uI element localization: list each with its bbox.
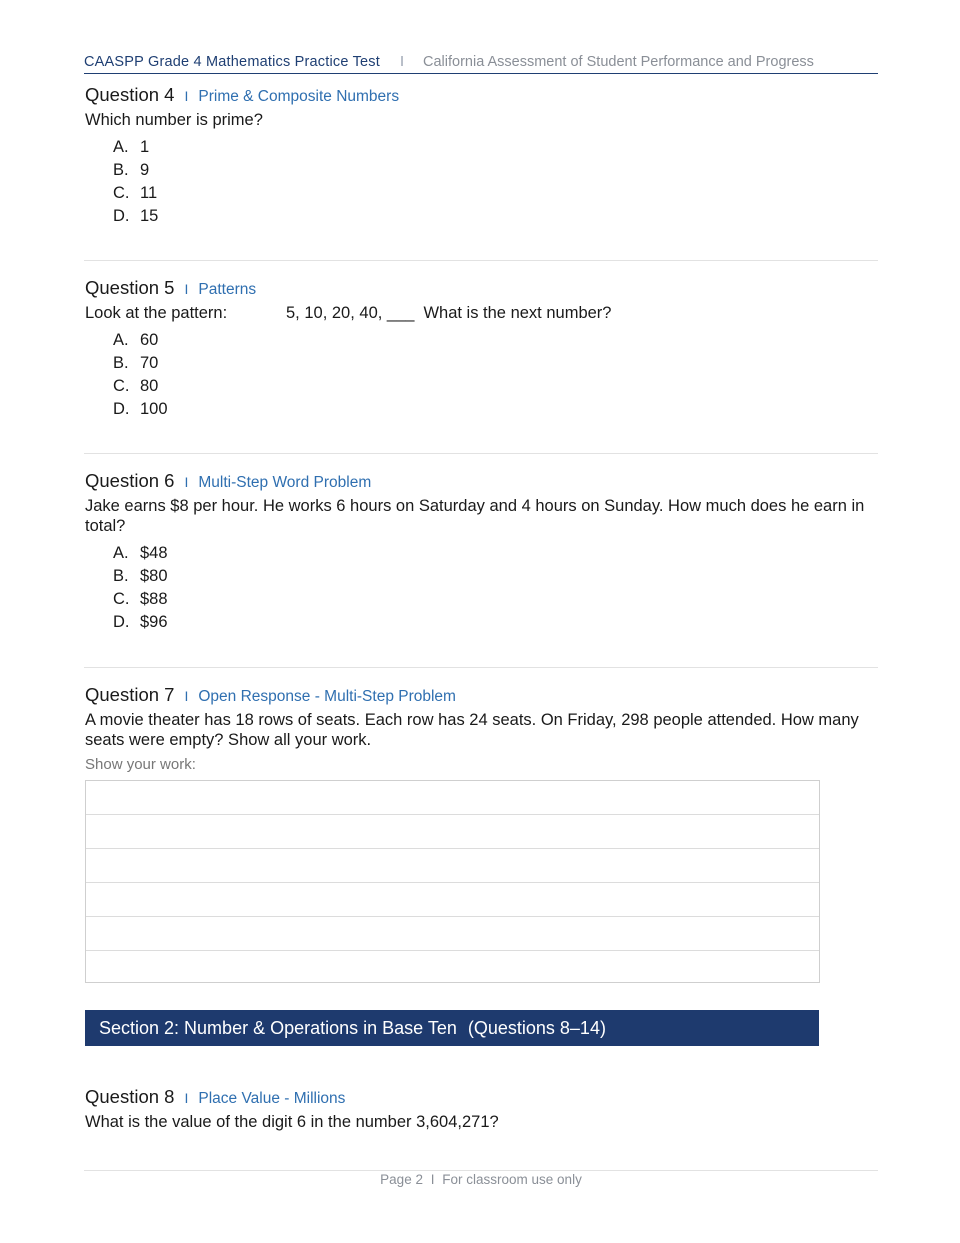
header-separator: I	[399, 54, 405, 70]
option-letter: A.	[113, 138, 129, 156]
question-topic: Prime & Composite Numbers	[198, 88, 400, 105]
question-number: Question 6	[85, 470, 175, 491]
section-banner	[85, 1010, 819, 1046]
work-label: Show your work:	[85, 756, 196, 773]
work-line	[86, 883, 819, 917]
question-heading	[85, 470, 875, 492]
option-value: $48	[140, 544, 168, 562]
option-c[interactable]	[113, 375, 875, 398]
question-number: Question 7	[85, 684, 175, 705]
option-a[interactable]	[113, 329, 875, 352]
work-line	[86, 849, 819, 883]
divider	[84, 453, 878, 454]
pattern-intro: Look at the pattern:	[85, 304, 228, 322]
answer-options	[113, 542, 875, 634]
heading-separator: I	[184, 281, 189, 297]
header-subtitle: California Assessment of Student Performance and Progress	[423, 54, 814, 70]
page-number: Page 2	[380, 1172, 423, 1187]
option-value: $88	[140, 590, 168, 608]
work-line	[86, 951, 819, 984]
question-4	[85, 84, 875, 228]
heading-separator: I	[184, 1090, 189, 1106]
option-letter: A.	[113, 544, 129, 562]
question-text	[85, 303, 875, 323]
heading-separator: I	[184, 88, 189, 104]
divider	[84, 667, 878, 668]
option-value: 70	[140, 354, 159, 372]
section-range: (Questions 8–14)	[467, 1018, 606, 1038]
work-line	[86, 815, 819, 849]
divider	[84, 260, 878, 261]
option-d[interactable]	[113, 205, 875, 228]
option-letter: D.	[113, 400, 130, 418]
heading-separator: I	[184, 474, 189, 490]
option-value: 15	[140, 207, 159, 225]
option-letter: C.	[113, 184, 130, 202]
option-letter: D.	[113, 613, 130, 631]
question-number: Question 5	[85, 277, 175, 298]
option-letter: D.	[113, 207, 130, 225]
heading-separator: I	[184, 688, 189, 704]
option-value: 80	[140, 377, 159, 395]
pattern-sequence: 5, 10, 20, 40, ___	[286, 304, 415, 322]
question-topic: Multi-Step Word Problem	[198, 474, 372, 491]
question-7	[85, 684, 875, 773]
option-value: 11	[140, 184, 158, 202]
option-c[interactable]	[113, 182, 875, 205]
option-letter: B.	[113, 354, 129, 372]
question-5	[85, 277, 875, 421]
option-letter: C.	[113, 377, 130, 395]
option-b[interactable]	[113, 159, 875, 182]
option-a[interactable]	[113, 542, 875, 565]
question-6	[85, 470, 875, 634]
question-heading	[85, 1086, 875, 1108]
question-text: A movie theater has 18 rows of seats. Each row has 24 seats. On Friday, 298 people attended. How many seats were empty? Show all your work.	[85, 711, 859, 749]
header-title: CAASPP Grade 4 Mathematics Practice Test	[84, 54, 380, 70]
question-topic: Patterns	[198, 281, 257, 298]
question-topic: Open Response - Multi-Step Problem	[198, 688, 456, 705]
footer-note: For classroom use only	[442, 1172, 582, 1187]
option-b[interactable]	[113, 352, 875, 375]
question-heading	[85, 84, 875, 106]
option-d[interactable]	[113, 398, 875, 421]
option-c[interactable]	[113, 588, 875, 611]
question-topic: Place Value - Millions	[198, 1090, 346, 1107]
question-text: Jake earns $8 per hour. He works 6 hours on Saturday and 4 hours on Sunday. How much does he earn in total?	[85, 497, 865, 535]
option-letter: B.	[113, 567, 129, 585]
question-heading	[85, 684, 875, 706]
option-b[interactable]	[113, 565, 875, 588]
work-area[interactable]	[85, 780, 820, 983]
answer-options	[113, 329, 875, 421]
section-title: Section 2: Number & Operations in Base Ten	[99, 1018, 457, 1038]
option-letter: A.	[113, 331, 129, 349]
option-value: 100	[140, 400, 168, 418]
work-line	[86, 781, 819, 815]
option-d[interactable]	[113, 611, 875, 634]
option-value: 9	[140, 161, 150, 179]
question-number: Question 4	[85, 84, 175, 105]
question-text: Which number is prime?	[85, 111, 263, 129]
question-8	[85, 1086, 875, 1132]
footer-separator: I	[430, 1172, 435, 1187]
option-value: 60	[140, 331, 159, 349]
option-value: 1	[140, 138, 150, 156]
option-value: $80	[140, 567, 168, 585]
question-heading	[85, 277, 875, 299]
option-letter: C.	[113, 590, 130, 608]
option-a[interactable]	[113, 136, 875, 159]
page-header	[84, 54, 878, 74]
pattern-question: What is the next number?	[423, 304, 612, 322]
page-footer	[84, 1170, 878, 1187]
option-value: $96	[140, 613, 168, 631]
option-letter: B.	[113, 161, 129, 179]
question-text: What is the value of the digit 6 in the number 3,604,271?	[85, 1113, 499, 1131]
answer-options	[113, 136, 875, 228]
work-line	[86, 917, 819, 951]
question-number: Question 8	[85, 1086, 175, 1107]
